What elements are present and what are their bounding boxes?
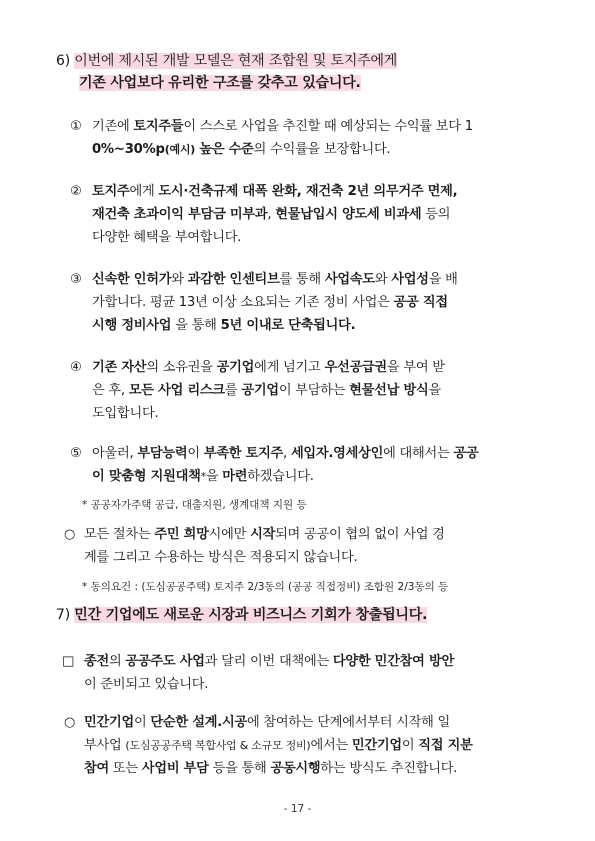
- section-7-line: [56, 604, 566, 626]
- circle-bullet-icon: ○: [64, 527, 76, 542]
- text: 민간기업: [351, 738, 402, 753]
- private-detail-line-2: [64, 734, 550, 757]
- text: 단순한 설계.시공: [150, 715, 247, 730]
- item-5-line-1: [70, 442, 550, 465]
- text: 공공 직접: [393, 295, 448, 310]
- item-3-line-1: [70, 268, 550, 291]
- text: ,: [283, 446, 291, 461]
- text: 하겠습니다.: [247, 469, 314, 484]
- item-1-marker: ①: [70, 119, 82, 134]
- item-2-marker: ②: [70, 184, 82, 199]
- section-6-highlight-1: 이번에 제시된 개발 모델은 현재 조합원 및 토지주에게: [74, 53, 398, 69]
- text: 토지주들: [133, 119, 184, 134]
- private-detail-line-1: [64, 711, 550, 734]
- text: 이: [187, 446, 204, 461]
- section-6-line-1: [56, 50, 566, 72]
- text: 와: [171, 272, 188, 287]
- procedure-note: [64, 523, 550, 569]
- item-5-marker: ⑤: [70, 446, 82, 461]
- footnote-support-measures: * 공공자가주택 공급, 대출지원, 생계대책 지원 등: [82, 499, 307, 511]
- text: 를: [224, 383, 242, 398]
- section-6-line-2: [56, 72, 566, 94]
- text: 현물납입시 양도세 비과세: [275, 207, 422, 222]
- text: 시에만: [208, 527, 251, 542]
- text: 5년 이내로 단축됩니다.: [220, 318, 356, 333]
- benefit-item-2: [70, 180, 550, 249]
- private-intro-line-1: [62, 650, 550, 673]
- private-detail-line-3: [64, 757, 550, 780]
- text: 토지주: [92, 184, 130, 199]
- text: 과감한 인센티브: [187, 272, 280, 287]
- text: 아울러,: [92, 446, 138, 461]
- text: 이 맞춤형 지원대책: [92, 469, 201, 484]
- text: 기존 자산: [92, 360, 147, 375]
- text: 와: [374, 272, 392, 287]
- text: ,: [267, 207, 276, 222]
- text: 에서는: [310, 738, 352, 753]
- item-2-line-2: [70, 203, 550, 226]
- text: 부담능력: [137, 446, 188, 461]
- text: 시행 정비사업: [92, 318, 172, 333]
- text: *: [200, 470, 206, 483]
- text: 주민 희망: [154, 527, 209, 542]
- text: 공동시행: [270, 761, 321, 776]
- text: 부족한 토지주: [203, 446, 284, 461]
- text: (도심공공주택 복합사업 & 소규모 정비): [125, 739, 311, 752]
- section-7-highlight: 민간 기업에도 새로운 시장과 비즈니스 기회가 창출됩니다.: [74, 607, 428, 623]
- text: 되며 공공이 협의 없이 사업 경: [275, 527, 445, 542]
- text: 민간기업: [84, 715, 134, 730]
- benefit-item-5: [70, 442, 550, 488]
- square-bullet-icon: □: [62, 654, 75, 669]
- section-6-number: 6): [56, 53, 70, 69]
- section-7-number: 7): [56, 607, 70, 623]
- private-participation-detail: [64, 711, 550, 780]
- procedure-line-2: 계를 그리고 수용하는 방식은 적용되지 않습니다.: [84, 550, 358, 565]
- text: 이 스스로 사업을 추진할 때 예상되는 수익률 보다 1: [183, 119, 473, 134]
- text: 재건축 초과이익 부담금 미부과: [92, 207, 268, 222]
- text: 공기업: [241, 383, 279, 398]
- text: 을 부여 받: [386, 360, 445, 375]
- section-6-highlight-2: 기존 사업보다 유리한 구조를 갖추고 있습니다.: [79, 75, 361, 91]
- text: 사업속도: [324, 272, 375, 287]
- text: 부사업: [84, 738, 126, 753]
- text: 을 통해: [171, 318, 221, 333]
- text: 세입자.영세상인: [290, 446, 384, 461]
- text: 신속한 인허가: [92, 272, 172, 287]
- text: 등을 통해: [208, 761, 271, 776]
- text: 마련: [222, 469, 248, 484]
- text: 공공주도 사업: [125, 654, 205, 669]
- text: 사업성: [391, 272, 429, 287]
- text: 등의: [421, 207, 451, 222]
- page-number: - 17 -: [283, 803, 312, 815]
- private-intro-line-2: 이 준비되고 있습니다.: [84, 677, 209, 692]
- text: 이: [133, 715, 151, 730]
- text: 과 달리 이번 대책에는: [204, 654, 333, 669]
- item-1-line-2: [70, 138, 550, 161]
- text: 을: [428, 383, 441, 398]
- section-6-heading: [56, 50, 566, 94]
- text: 다양한 민간참여 방안: [332, 654, 454, 669]
- text: 의 수익률을 보장합니다.: [253, 142, 391, 157]
- item-4-marker: ④: [70, 360, 82, 375]
- private-participation-intro: [62, 650, 550, 696]
- item-4-line-2: [70, 379, 550, 402]
- text: 도시·건축규제 대폭 완화, 재건축 2년 의무거주 면제,: [158, 184, 458, 199]
- text: 0%~30%p: [92, 142, 165, 157]
- text: 모든 사업 리스크: [128, 383, 225, 398]
- text: 또는: [108, 761, 142, 776]
- item-3-marker: ③: [70, 272, 82, 287]
- item-2-line-3: 다양한 혜택을 부여합니다.: [92, 230, 242, 245]
- text: 에 대해서는: [383, 446, 454, 461]
- text: 공기업: [216, 360, 255, 375]
- item-3-line-2: [70, 291, 550, 314]
- text: 높은 수준: [195, 142, 254, 157]
- text: 의 소유권을: [146, 360, 217, 375]
- text: 에게 넘기고: [254, 360, 325, 375]
- procedure-line-1: [64, 523, 550, 546]
- text: 를 통해: [279, 272, 325, 287]
- text: 종전: [84, 654, 109, 669]
- text: 에 참여하는 단계에서부터 시작해 일: [246, 715, 451, 730]
- benefit-item-1: [70, 115, 550, 161]
- text: 을: [205, 469, 223, 484]
- text: 참여: [84, 761, 109, 776]
- item-5-line-2: [70, 465, 550, 488]
- text: 은 후,: [92, 383, 129, 398]
- item-4-line-3: 도입합니다.: [92, 406, 159, 421]
- benefit-item-4: [70, 356, 550, 425]
- text: 가합니다. 평균 13년 이상 소요되는 기존 정비 사업은: [92, 295, 394, 310]
- text: 우선공급권: [324, 360, 387, 375]
- text: 기존에: [92, 119, 134, 134]
- circle-bullet-icon: ○: [64, 715, 76, 730]
- text: 이: [401, 738, 419, 753]
- item-3-line-3: [70, 314, 550, 337]
- text: 을 배: [428, 272, 458, 287]
- text: 현물선납 방식: [349, 383, 429, 398]
- text: 시작: [250, 527, 276, 542]
- item-1-line-1: [70, 115, 550, 138]
- text: 하는 방식도 추진합니다.: [320, 761, 458, 776]
- text: 사업비 부담: [141, 761, 209, 776]
- footnote-consent-requirements: * 동의요건 : (도심공공주택) 토지주 2/3동의 (공공 직접정비) 조합원 2/3동의 등: [82, 581, 449, 593]
- section-7-heading: [56, 604, 566, 626]
- text: 직접 지분: [418, 738, 473, 753]
- text: 에게: [129, 184, 159, 199]
- item-2-line-1: [70, 180, 550, 203]
- benefit-item-3: [70, 268, 550, 337]
- item-4-line-1: [70, 356, 550, 379]
- text: 이 부담하는: [278, 383, 350, 398]
- text: 공공: [453, 446, 479, 461]
- text: 모든 절차는: [84, 527, 155, 542]
- text: (예시): [164, 143, 196, 156]
- text: 의: [108, 654, 126, 669]
